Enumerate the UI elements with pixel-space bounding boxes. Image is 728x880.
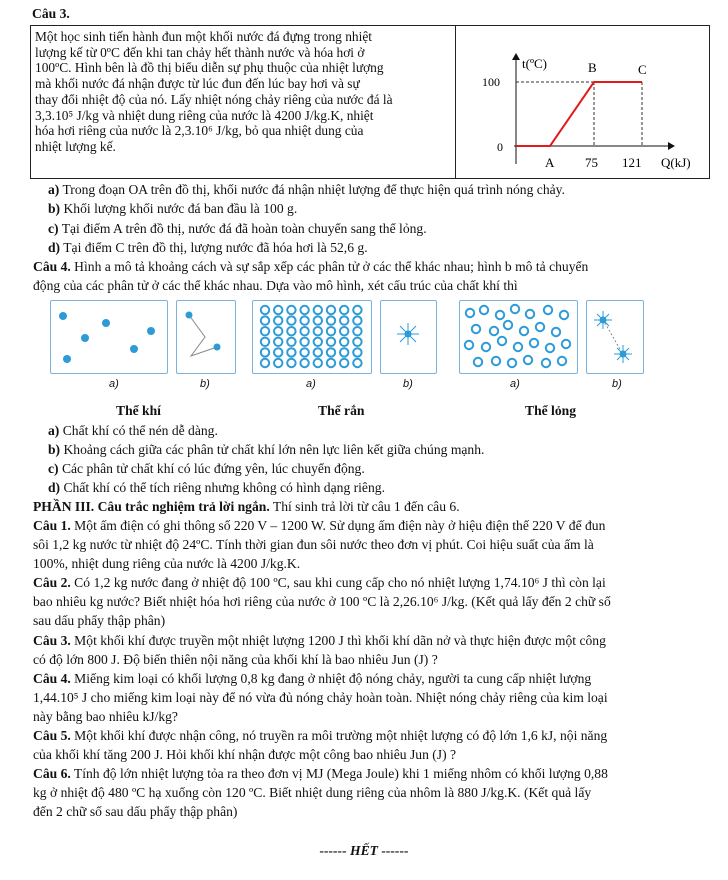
- liquid-molecule: [496, 311, 504, 319]
- solid-molecule: [274, 306, 282, 314]
- solid-molecule: [261, 306, 269, 314]
- liquid-molecule: [520, 327, 528, 335]
- liquid-molecule: [514, 343, 522, 351]
- q3-heading: Câu 3.: [32, 6, 70, 21]
- solid-cap-b: b): [403, 378, 413, 390]
- part3-q1-line2: sôi 1,2 kg nước từ nhiệt độ 24ºC. Tính thời gian đun sôi nước theo đơn vị phút. Coi hiệu suất của ấm là: [33, 537, 594, 552]
- part3-q6-line2: kg ở nhiệt độ 480 ºC hạ xuống còn 120 ºC. Biết nhiệt dung riêng của nhôm là 880 J/kg.K. (Kết quả lấy: [33, 785, 592, 800]
- q3-temperature-graph: [456, 25, 710, 179]
- gas-arrangement-svg: [51, 301, 166, 372]
- gas-molecule: [102, 319, 110, 327]
- gas-cap-b: b): [200, 378, 210, 390]
- gas-arrangement-panel: [50, 300, 168, 374]
- solid-molecule: [327, 327, 335, 335]
- solid-molecule: [353, 359, 361, 367]
- q3-statement-a: a) Trong đoạn OA trên đồ thị, khối nước đá nhận nhiệt lượng để thực hiện quá trình nóng chảy.: [48, 182, 565, 197]
- solid-molecule: [327, 316, 335, 324]
- q4-statement-a: a) Chất khí có thể nén dễ dàng.: [48, 423, 218, 438]
- gas-molecule: [214, 344, 221, 351]
- part3-q2-line3: sau dấu phẩy thập phân): [33, 613, 166, 628]
- liquid-motion-panel: [586, 300, 644, 374]
- origin-label: 0: [497, 140, 503, 154]
- part3-q1-line1: Câu 1. Một ấm điện có ghi thông số 220 V – 1200 W. Sử dụng ấm điện này ở hiệu điện thế 220 V để đun: [33, 518, 606, 533]
- solid-molecule: [340, 306, 348, 314]
- solid-cap-a: a): [306, 378, 316, 390]
- solid-molecule: [327, 338, 335, 346]
- solid-molecule: [327, 306, 335, 314]
- x-axis-label: Q(kJ): [661, 155, 691, 170]
- part3-q2-line1: Câu 2. Có 1,2 kg nước đang ở nhiệt độ 100 ºC, sau khi cung cấp cho nó nhiệt lượng 1,74.10⁶ J thì còn lại: [33, 575, 606, 590]
- solid-molecule: [353, 348, 361, 356]
- liquid-molecule: [560, 311, 568, 319]
- liquid-molecule: [526, 310, 534, 318]
- solid-molecule: [300, 348, 308, 356]
- part3-q2-line2: bao nhiêu kg nước? Biết nhiệt hóa hơi riêng của nước ở 100 ºC là 2,26.10⁶ J/kg. (Kết quả lấy đến 2 chữ số: [33, 594, 611, 609]
- x-tick-121: 121: [622, 155, 642, 170]
- liquid-molecule: [600, 317, 607, 324]
- solid-molecule: [261, 338, 269, 346]
- part3-q3-line1: Câu 3. Một khối khí được truyền một nhiệt lượng 1200 J thì khối khí dãn nở và thực hiện được một công: [33, 633, 606, 648]
- solid-motion-svg: [381, 301, 435, 372]
- liquid-arrangement-panel: [459, 300, 578, 374]
- solid-molecule: [261, 316, 269, 324]
- liquid-molecules: [465, 305, 570, 367]
- solid-molecule: [340, 359, 348, 367]
- solid-molecule: [300, 327, 308, 335]
- solid-molecule: [300, 306, 308, 314]
- part3-q6-line3: đến 2 chữ số sau dấu phẩy thập phân): [33, 804, 238, 819]
- liquid-molecule: [482, 343, 490, 351]
- solid-molecule: [405, 331, 412, 338]
- solid-molecule: [287, 306, 295, 314]
- q3-intro-box: [30, 25, 456, 179]
- gas-molecule: [186, 312, 193, 319]
- solid-molecule: [314, 348, 322, 356]
- solid-molecule: [340, 348, 348, 356]
- end-marker: ------ HẾT ------: [319, 843, 409, 858]
- solid-molecule: [287, 359, 295, 367]
- liquid-cap-b: b): [612, 378, 622, 390]
- gas-molecule: [59, 312, 67, 320]
- liquid-molecule: [490, 327, 498, 335]
- liquid-molecule: [552, 328, 560, 336]
- solid-molecule: [274, 338, 282, 346]
- point-a-label: A: [545, 155, 555, 170]
- solid-molecule: [261, 348, 269, 356]
- point-b-label: B: [588, 60, 597, 75]
- liquid-molecule: [620, 351, 627, 358]
- solid-molecule: [300, 338, 308, 346]
- gas-molecule: [63, 355, 71, 363]
- solid-molecule: [353, 338, 361, 346]
- solid-molecule: [340, 338, 348, 346]
- liquid-motion-svg: [587, 301, 642, 372]
- solid-molecule: [327, 359, 335, 367]
- part3-q3-line2: có độ lớn 800 J. Độ biến thiên nội năng của khối khí là bao nhiêu Jun (J) ?: [33, 652, 438, 667]
- liquid-molecule: [544, 306, 552, 314]
- solid-molecule: [340, 327, 348, 335]
- solid-molecule: [287, 327, 295, 335]
- solid-molecule: [314, 359, 322, 367]
- part3-q5-line2: của khối khí tăng 200 J. Hỏi khối khí nhận được một công bao nhiêu Jun (J) ?: [33, 747, 457, 762]
- solid-molecule: [274, 348, 282, 356]
- gas-motion-path: [189, 315, 217, 356]
- liquid-molecule: [465, 341, 473, 349]
- part3-q4-line3: này bằng bao nhiêu kJ/kg?: [33, 709, 178, 724]
- liquid-molecule: [558, 357, 566, 365]
- point-c-label: C: [638, 62, 647, 77]
- solid-molecule: [314, 338, 322, 346]
- part3-q5-line1: Câu 5. Một khối khí được nhận công, nó truyền ra môi trường một nhiệt lượng có độ lớn 1,6 kJ, nội năng: [33, 728, 608, 743]
- temperature-curve: [516, 82, 642, 146]
- liquid-molecule: [480, 306, 488, 314]
- gas-motion-panel: [176, 300, 236, 374]
- solid-motion-panel: [380, 300, 437, 374]
- liquid-molecule: [562, 340, 570, 348]
- q3-statement-c: c) Tại điểm A trên đồ thị, nước đá đã hoàn toàn chuyển sang thể lỏng.: [48, 221, 427, 236]
- liquid-molecule: [474, 358, 482, 366]
- gas-molecules: [59, 312, 155, 363]
- q4-statement-d: d) Chất khí có thể tích riêng nhưng không có hình dạng riêng.: [48, 480, 385, 495]
- solid-molecule: [353, 316, 361, 324]
- liquid-molecule: [511, 305, 519, 313]
- gas-molecule: [81, 334, 89, 342]
- liquid-molecule: [466, 309, 474, 317]
- y-axis-label: t(ºC): [522, 56, 547, 71]
- liquid-molecule: [530, 339, 538, 347]
- part3-q4-line1: Câu 4. Miếng kim loại có khối lượng 0,8 kg đang ở nhiệt độ nóng chảy, người ta cung cấp nhiệt lượng: [33, 671, 592, 686]
- solid-molecule: [353, 306, 361, 314]
- solid-molecule: [274, 316, 282, 324]
- solid-molecule: [287, 338, 295, 346]
- q3-statement-d: d) Tại điểm C trên đồ thị, lượng nước đã hóa hơi là 52,6 g.: [48, 240, 368, 255]
- liquid-molecule: [536, 323, 544, 331]
- liquid-molecule: [546, 344, 554, 352]
- solid-arrangement-svg: [253, 301, 370, 372]
- part3-q4-line2: 1,44.10⁵ J cho miếng kim loại này để nó vừa đủ nóng chảy hoàn toàn. Nhiệt nóng chảy riêng của kim loại: [33, 690, 608, 705]
- liquid-molecule: [504, 321, 512, 329]
- liquid-molecule: [524, 356, 532, 364]
- liquid-cap-a: a): [510, 378, 520, 390]
- solid-molecule: [314, 316, 322, 324]
- q4-statement-c: c) Các phân tử chất khí có lúc đứng yên, lúc chuyển động.: [48, 461, 365, 476]
- solid-molecule: [300, 359, 308, 367]
- liquid-molecule: [508, 359, 516, 367]
- solid-molecule: [261, 359, 269, 367]
- gas-motion-svg: [177, 301, 234, 372]
- liquid-motion-path: [605, 323, 621, 351]
- x-tick-75: 75: [585, 155, 598, 170]
- liquid-arrangement-svg: [460, 301, 576, 372]
- part3-heading: PHẦN III. Câu trắc nghiệm trả lời ngắn. Thí sinh trả lời từ câu 1 đến câu 6.: [33, 499, 460, 514]
- liquid-state-label: Thể lỏng: [525, 403, 576, 418]
- solid-molecule: [300, 316, 308, 324]
- solid-molecule: [314, 306, 322, 314]
- q4-statement-b: b) Khoảng cách giữa các phân tử chất khí lớn nên lực liên kết giữa chúng mạnh.: [48, 442, 485, 457]
- solid-state-label: Thể rắn: [318, 403, 365, 418]
- liquid-molecule: [542, 359, 550, 367]
- solid-molecule: [287, 348, 295, 356]
- solid-molecule: [287, 316, 295, 324]
- liquid-molecule: [498, 337, 506, 345]
- solid-arrangement-panel: [252, 300, 372, 374]
- solid-molecule: [274, 359, 282, 367]
- gas-cap-a: a): [109, 378, 119, 390]
- gas-molecule: [130, 345, 138, 353]
- solid-molecule: [274, 327, 282, 335]
- q4-intro-line2: động của các phân tử ở các thể khác nhau. Dựa vào mô hình, xét cấu trúc của chất khí thì: [33, 278, 518, 293]
- part3-q1-line3: 100%, nhiệt dung riêng của nước là 4200 J/kg.K.: [33, 556, 301, 571]
- q3-intro-text: Một học sinh tiến hành đun một khối nước đá đựng trong nhiệt lượng kế từ 0ºC đến khi tan chảy hết thành nước và hóa hơi ở 100ºC. Hình bên là đồ thị biểu diễn sự phụ thuộc của nhiệt lượng mà khối nước đá nhận được từ lúc đun đến lúc bay hơi và sự thay đổi nhiệt độ của nó. Lấy nhiệt nóng chảy riêng của nước đá là 3,3.10⁵ J/kg và nhiệt dung riêng của nước là 4200 J/kg.K, nhiệt hóa hơi riêng của nước là 2,3.10⁶ J/kg, bỏ qua nhiệt dung của nhiệt lượng kế.: [35, 29, 393, 154]
- q4-intro-line1: Câu 4. Hình a mô tả khoảng cách và sự sắp xếp các phân tử ở các thể khác nhau; hình b mô tả chuyển: [33, 259, 589, 274]
- temperature-graph-svg: [456, 26, 710, 180]
- liquid-molecule: [472, 325, 480, 333]
- gas-state-label: Thể khí: [116, 403, 161, 418]
- solid-molecule: [261, 327, 269, 335]
- gas-molecule: [147, 327, 155, 335]
- y-tick-100: 100: [482, 75, 500, 89]
- solid-molecule: [353, 327, 361, 335]
- liquid-molecule: [492, 357, 500, 365]
- part3-q6-line1: Câu 6. Tính độ lớn nhiệt lượng tỏa ra theo đơn vị MJ (Mega Joule) khi 1 miếng nhôm có khối lượng 0,88: [33, 766, 608, 781]
- q3-statement-b: b) Khối lượng khối nước đá ban đầu là 100 g.: [48, 201, 298, 216]
- solid-molecule: [314, 327, 322, 335]
- solid-molecule: [327, 348, 335, 356]
- solid-molecule: [340, 316, 348, 324]
